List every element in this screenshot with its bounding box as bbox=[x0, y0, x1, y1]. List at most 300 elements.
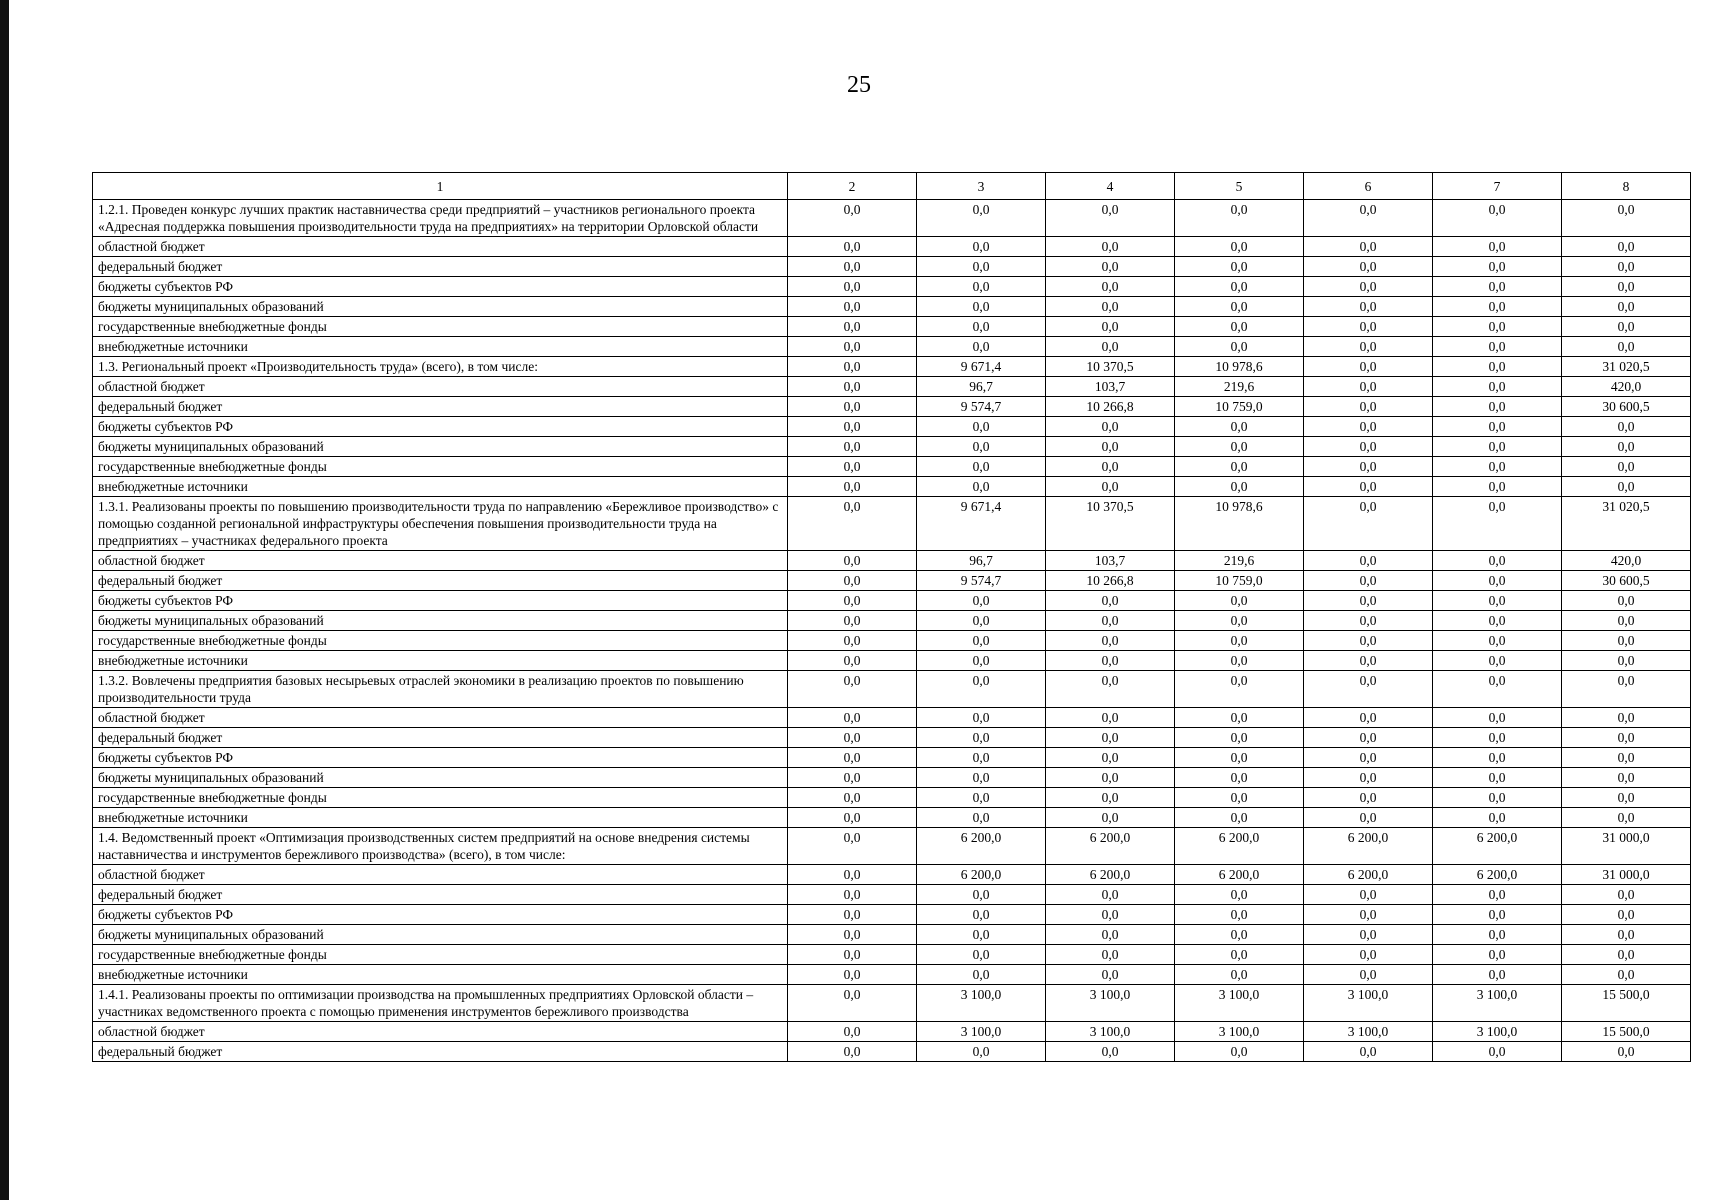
value-cell: 0,0 bbox=[1562, 728, 1691, 748]
value-cell: 0,0 bbox=[1433, 377, 1562, 397]
value-cell: 0,0 bbox=[1562, 671, 1691, 708]
table-row bbox=[93, 748, 1691, 768]
value-cell: 3 100,0 bbox=[1175, 985, 1304, 1022]
table-body bbox=[93, 200, 1691, 1062]
value-cell: 0,0 bbox=[1175, 631, 1304, 651]
column-number-row bbox=[93, 173, 1691, 200]
value-cell: 0,0 bbox=[1304, 257, 1433, 277]
value-cell: 0,0 bbox=[1046, 477, 1175, 497]
column-header: 5 bbox=[1175, 173, 1304, 200]
value-cell: 0,0 bbox=[917, 297, 1046, 317]
column-header: 2 bbox=[788, 173, 917, 200]
value-cell: 219,6 bbox=[1175, 377, 1304, 397]
value-cell: 0,0 bbox=[788, 748, 917, 768]
value-cell: 6 200,0 bbox=[1175, 828, 1304, 865]
value-cell: 0,0 bbox=[1175, 671, 1304, 708]
value-cell: 0,0 bbox=[917, 728, 1046, 748]
value-cell: 0,0 bbox=[917, 671, 1046, 708]
value-cell: 0,0 bbox=[788, 925, 917, 945]
value-cell: 0,0 bbox=[1046, 768, 1175, 788]
value-cell: 0,0 bbox=[1433, 945, 1562, 965]
value-cell: 0,0 bbox=[788, 965, 917, 985]
value-cell: 0,0 bbox=[1175, 925, 1304, 945]
value-cell: 0,0 bbox=[1304, 885, 1433, 905]
value-cell: 9 671,4 bbox=[917, 497, 1046, 551]
value-cell: 103,7 bbox=[1046, 377, 1175, 397]
value-cell: 0,0 bbox=[917, 808, 1046, 828]
value-cell: 0,0 bbox=[1433, 1042, 1562, 1062]
value-cell: 6 200,0 bbox=[917, 865, 1046, 885]
value-cell: 0,0 bbox=[1433, 257, 1562, 277]
value-cell: 0,0 bbox=[1433, 357, 1562, 377]
value-cell: 0,0 bbox=[1304, 671, 1433, 708]
value-cell: 0,0 bbox=[1046, 200, 1175, 237]
value-cell: 0,0 bbox=[917, 748, 1046, 768]
value-cell: 0,0 bbox=[1175, 905, 1304, 925]
row-label: внебюджетные источники bbox=[93, 965, 788, 985]
value-cell: 0,0 bbox=[1433, 905, 1562, 925]
value-cell: 0,0 bbox=[1433, 631, 1562, 651]
value-cell: 3 100,0 bbox=[1046, 1022, 1175, 1042]
row-label: государственные внебюджетные фонды bbox=[93, 317, 788, 337]
value-cell: 0,0 bbox=[1304, 417, 1433, 437]
value-cell: 0,0 bbox=[917, 651, 1046, 671]
value-cell: 0,0 bbox=[1433, 591, 1562, 611]
value-cell: 219,6 bbox=[1175, 551, 1304, 571]
value-cell: 0,0 bbox=[917, 317, 1046, 337]
value-cell: 9 671,4 bbox=[917, 357, 1046, 377]
value-cell: 0,0 bbox=[1304, 748, 1433, 768]
value-cell: 0,0 bbox=[1175, 808, 1304, 828]
value-cell: 0,0 bbox=[1433, 417, 1562, 437]
value-cell: 0,0 bbox=[788, 457, 917, 477]
table-row bbox=[93, 497, 1691, 551]
value-cell: 3 100,0 bbox=[917, 1022, 1046, 1042]
value-cell: 0,0 bbox=[1562, 337, 1691, 357]
value-cell: 0,0 bbox=[1433, 337, 1562, 357]
value-cell: 0,0 bbox=[1562, 200, 1691, 237]
value-cell: 0,0 bbox=[1304, 611, 1433, 631]
value-cell: 30 600,5 bbox=[1562, 571, 1691, 591]
value-cell: 0,0 bbox=[1562, 611, 1691, 631]
value-cell: 0,0 bbox=[1304, 788, 1433, 808]
value-cell: 0,0 bbox=[1433, 671, 1562, 708]
value-cell: 0,0 bbox=[788, 357, 917, 377]
value-cell: 0,0 bbox=[1562, 417, 1691, 437]
value-cell: 0,0 bbox=[917, 477, 1046, 497]
value-cell: 0,0 bbox=[788, 671, 917, 708]
value-cell: 0,0 bbox=[1433, 477, 1562, 497]
value-cell: 0,0 bbox=[788, 768, 917, 788]
value-cell: 0,0 bbox=[1562, 591, 1691, 611]
value-cell: 10 370,5 bbox=[1046, 497, 1175, 551]
table-row bbox=[93, 828, 1691, 865]
value-cell: 0,0 bbox=[917, 965, 1046, 985]
value-cell: 0,0 bbox=[1562, 237, 1691, 257]
value-cell: 0,0 bbox=[788, 277, 917, 297]
value-cell: 6 200,0 bbox=[1433, 865, 1562, 885]
value-cell: 420,0 bbox=[1562, 377, 1691, 397]
value-cell: 0,0 bbox=[1175, 200, 1304, 237]
row-label: областной бюджет bbox=[93, 1022, 788, 1042]
value-cell: 0,0 bbox=[788, 945, 917, 965]
value-cell: 0,0 bbox=[1433, 965, 1562, 985]
value-cell: 0,0 bbox=[788, 237, 917, 257]
row-label: федеральный бюджет bbox=[93, 885, 788, 905]
table-row bbox=[93, 925, 1691, 945]
value-cell: 0,0 bbox=[1433, 885, 1562, 905]
value-cell: 0,0 bbox=[788, 477, 917, 497]
value-cell: 6 200,0 bbox=[1433, 828, 1562, 865]
value-cell: 0,0 bbox=[788, 397, 917, 417]
value-cell: 0,0 bbox=[1175, 337, 1304, 357]
value-cell: 0,0 bbox=[1175, 768, 1304, 788]
value-cell: 0,0 bbox=[1175, 297, 1304, 317]
value-cell: 0,0 bbox=[1562, 457, 1691, 477]
value-cell: 96,7 bbox=[917, 551, 1046, 571]
column-header: 7 bbox=[1433, 173, 1562, 200]
value-cell: 0,0 bbox=[1304, 965, 1433, 985]
value-cell: 3 100,0 bbox=[1304, 1022, 1433, 1042]
page-number: 25 bbox=[847, 72, 871, 98]
value-cell: 0,0 bbox=[1304, 768, 1433, 788]
value-cell: 6 200,0 bbox=[1175, 865, 1304, 885]
value-cell: 0,0 bbox=[1175, 317, 1304, 337]
value-cell: 0,0 bbox=[1046, 297, 1175, 317]
value-cell: 31 000,0 bbox=[1562, 865, 1691, 885]
table-row bbox=[93, 865, 1691, 885]
value-cell: 6 200,0 bbox=[1304, 828, 1433, 865]
value-cell: 0,0 bbox=[788, 200, 917, 237]
value-cell: 0,0 bbox=[917, 417, 1046, 437]
value-cell: 10 266,8 bbox=[1046, 571, 1175, 591]
value-cell: 0,0 bbox=[788, 437, 917, 457]
value-cell: 0,0 bbox=[1562, 297, 1691, 317]
row-label: областной бюджет bbox=[93, 377, 788, 397]
value-cell: 10 370,5 bbox=[1046, 357, 1175, 377]
value-cell: 0,0 bbox=[1433, 237, 1562, 257]
value-cell: 0,0 bbox=[1304, 377, 1433, 397]
value-cell: 0,0 bbox=[1046, 591, 1175, 611]
value-cell: 0,0 bbox=[917, 885, 1046, 905]
value-cell: 0,0 bbox=[788, 808, 917, 828]
value-cell: 0,0 bbox=[1304, 591, 1433, 611]
value-cell: 0,0 bbox=[1046, 631, 1175, 651]
table-row bbox=[93, 417, 1691, 437]
value-cell: 0,0 bbox=[1046, 237, 1175, 257]
value-cell: 0,0 bbox=[1304, 571, 1433, 591]
value-cell: 15 500,0 bbox=[1562, 1022, 1691, 1042]
table-row bbox=[93, 377, 1691, 397]
value-cell: 0,0 bbox=[1175, 728, 1304, 748]
row-label: бюджеты муниципальных образований bbox=[93, 297, 788, 317]
value-cell: 0,0 bbox=[1304, 317, 1433, 337]
value-cell: 0,0 bbox=[1304, 728, 1433, 748]
table-row bbox=[93, 905, 1691, 925]
value-cell: 0,0 bbox=[917, 945, 1046, 965]
value-cell: 0,0 bbox=[1433, 397, 1562, 417]
table-row bbox=[93, 651, 1691, 671]
value-cell: 0,0 bbox=[788, 497, 917, 551]
row-label: федеральный бюджет bbox=[93, 571, 788, 591]
value-cell: 0,0 bbox=[917, 905, 1046, 925]
budget-table bbox=[92, 172, 1691, 1062]
table-row bbox=[93, 1042, 1691, 1062]
value-cell: 0,0 bbox=[1046, 277, 1175, 297]
value-cell: 3 100,0 bbox=[917, 985, 1046, 1022]
table-header bbox=[93, 173, 1691, 200]
row-label: областной бюджет bbox=[93, 708, 788, 728]
value-cell: 6 200,0 bbox=[1046, 828, 1175, 865]
value-cell: 3 100,0 bbox=[1175, 1022, 1304, 1042]
table-row bbox=[93, 257, 1691, 277]
value-cell: 0,0 bbox=[1433, 748, 1562, 768]
value-cell: 0,0 bbox=[1562, 925, 1691, 945]
value-cell: 0,0 bbox=[1175, 708, 1304, 728]
value-cell: 0,0 bbox=[917, 768, 1046, 788]
value-cell: 0,0 bbox=[1304, 337, 1433, 357]
row-label: бюджеты муниципальных образований bbox=[93, 925, 788, 945]
value-cell: 6 200,0 bbox=[1046, 865, 1175, 885]
value-cell: 0,0 bbox=[1046, 257, 1175, 277]
value-cell: 0,0 bbox=[1304, 397, 1433, 417]
table-row bbox=[93, 1022, 1691, 1042]
value-cell: 3 100,0 bbox=[1433, 985, 1562, 1022]
value-cell: 0,0 bbox=[1175, 437, 1304, 457]
row-label: 1.3.2. Вовлечены предприятия базовых несырьевых отраслей экономики в реализацию проектов по повышению производительности труда bbox=[93, 671, 788, 708]
column-header: 1 bbox=[93, 173, 788, 200]
row-label: областной бюджет bbox=[93, 865, 788, 885]
value-cell: 0,0 bbox=[1433, 457, 1562, 477]
value-cell: 0,0 bbox=[1304, 477, 1433, 497]
table-row bbox=[93, 200, 1691, 237]
value-cell: 31 020,5 bbox=[1562, 497, 1691, 551]
value-cell: 0,0 bbox=[788, 317, 917, 337]
value-cell: 420,0 bbox=[1562, 551, 1691, 571]
table-row bbox=[93, 768, 1691, 788]
value-cell: 0,0 bbox=[788, 728, 917, 748]
table-row bbox=[93, 965, 1691, 985]
value-cell: 0,0 bbox=[1562, 768, 1691, 788]
value-cell: 96,7 bbox=[917, 377, 1046, 397]
value-cell: 0,0 bbox=[1175, 788, 1304, 808]
value-cell: 0,0 bbox=[788, 377, 917, 397]
value-cell: 0,0 bbox=[1433, 728, 1562, 748]
value-cell: 0,0 bbox=[1046, 337, 1175, 357]
table-row bbox=[93, 885, 1691, 905]
value-cell: 0,0 bbox=[1562, 277, 1691, 297]
value-cell: 0,0 bbox=[1304, 945, 1433, 965]
value-cell: 0,0 bbox=[1562, 477, 1691, 497]
value-cell: 0,0 bbox=[1433, 651, 1562, 671]
value-cell: 0,0 bbox=[1175, 591, 1304, 611]
row-label: областной бюджет bbox=[93, 237, 788, 257]
value-cell: 0,0 bbox=[917, 237, 1046, 257]
value-cell: 31 020,5 bbox=[1562, 357, 1691, 377]
column-header: 6 bbox=[1304, 173, 1433, 200]
value-cell: 9 574,7 bbox=[917, 397, 1046, 417]
row-label: внебюджетные источники bbox=[93, 808, 788, 828]
table-row bbox=[93, 477, 1691, 497]
value-cell: 0,0 bbox=[1304, 631, 1433, 651]
value-cell: 0,0 bbox=[788, 651, 917, 671]
value-cell: 0,0 bbox=[1046, 417, 1175, 437]
row-label: бюджеты субъектов РФ bbox=[93, 277, 788, 297]
value-cell: 0,0 bbox=[788, 337, 917, 357]
value-cell: 0,0 bbox=[1046, 611, 1175, 631]
row-label: внебюджетные источники bbox=[93, 477, 788, 497]
value-cell: 0,0 bbox=[1175, 257, 1304, 277]
value-cell: 10 759,0 bbox=[1175, 571, 1304, 591]
value-cell: 0,0 bbox=[1433, 708, 1562, 728]
value-cell: 0,0 bbox=[788, 985, 917, 1022]
value-cell: 10 978,6 bbox=[1175, 497, 1304, 551]
table-row bbox=[93, 708, 1691, 728]
value-cell: 0,0 bbox=[1175, 885, 1304, 905]
value-cell: 0,0 bbox=[788, 708, 917, 728]
value-cell: 0,0 bbox=[788, 788, 917, 808]
table-row bbox=[93, 728, 1691, 748]
row-label: бюджеты муниципальных образований bbox=[93, 768, 788, 788]
value-cell: 0,0 bbox=[1046, 945, 1175, 965]
table-row bbox=[93, 551, 1691, 571]
value-cell: 0,0 bbox=[1562, 808, 1691, 828]
row-label: 1.4.1. Реализованы проекты по оптимизации производства на промышленных предприятиях Орловской области – участниках ведомственного проекта с помощью применения инструментов бережливого производства bbox=[93, 985, 788, 1022]
row-label: государственные внебюджетные фонды bbox=[93, 457, 788, 477]
value-cell: 0,0 bbox=[1304, 1042, 1433, 1062]
value-cell: 0,0 bbox=[1562, 905, 1691, 925]
value-cell: 0,0 bbox=[788, 551, 917, 571]
row-label: федеральный бюджет bbox=[93, 397, 788, 417]
value-cell: 0,0 bbox=[1175, 277, 1304, 297]
value-cell: 0,0 bbox=[788, 417, 917, 437]
row-label: бюджеты субъектов РФ bbox=[93, 417, 788, 437]
row-label: государственные внебюджетные фонды bbox=[93, 631, 788, 651]
table-row bbox=[93, 571, 1691, 591]
value-cell: 31 000,0 bbox=[1562, 828, 1691, 865]
table-row bbox=[93, 788, 1691, 808]
value-cell: 0,0 bbox=[1304, 457, 1433, 477]
row-label: бюджеты субъектов РФ bbox=[93, 905, 788, 925]
value-cell: 0,0 bbox=[788, 631, 917, 651]
value-cell: 0,0 bbox=[1562, 257, 1691, 277]
value-cell: 0,0 bbox=[788, 885, 917, 905]
row-label: 1.3.1. Реализованы проекты по повышению производительности труда по направлению «Бережливое производство» с помощью созданной региональной инфраструктуры обеспечения повышения производительности труда на предприятиях – участниках федерального проекта bbox=[93, 497, 788, 551]
value-cell: 0,0 bbox=[1562, 317, 1691, 337]
value-cell: 0,0 bbox=[1433, 437, 1562, 457]
value-cell: 0,0 bbox=[788, 297, 917, 317]
value-cell: 0,0 bbox=[788, 828, 917, 865]
value-cell: 0,0 bbox=[788, 865, 917, 885]
value-cell: 6 200,0 bbox=[917, 828, 1046, 865]
value-cell: 0,0 bbox=[1175, 651, 1304, 671]
value-cell: 0,0 bbox=[1046, 748, 1175, 768]
value-cell: 0,0 bbox=[917, 611, 1046, 631]
scan-edge-bar bbox=[0, 0, 9, 1200]
value-cell: 0,0 bbox=[917, 337, 1046, 357]
row-label: внебюджетные источники bbox=[93, 651, 788, 671]
table-row bbox=[93, 808, 1691, 828]
value-cell: 0,0 bbox=[1562, 631, 1691, 651]
value-cell: 103,7 bbox=[1046, 551, 1175, 571]
row-label: бюджеты субъектов РФ bbox=[93, 748, 788, 768]
value-cell: 0,0 bbox=[1304, 708, 1433, 728]
value-cell: 0,0 bbox=[1046, 1042, 1175, 1062]
value-cell: 3 100,0 bbox=[1046, 985, 1175, 1022]
value-cell: 0,0 bbox=[1046, 651, 1175, 671]
value-cell: 0,0 bbox=[1046, 905, 1175, 925]
row-label: областной бюджет bbox=[93, 551, 788, 571]
value-cell: 10 978,6 bbox=[1175, 357, 1304, 377]
value-cell: 10 266,8 bbox=[1046, 397, 1175, 417]
row-label: бюджеты муниципальных образований bbox=[93, 611, 788, 631]
value-cell: 0,0 bbox=[1304, 651, 1433, 671]
value-cell: 0,0 bbox=[1175, 417, 1304, 437]
table-row bbox=[93, 631, 1691, 651]
value-cell: 0,0 bbox=[1433, 808, 1562, 828]
value-cell: 0,0 bbox=[788, 1042, 917, 1062]
table-row bbox=[93, 985, 1691, 1022]
value-cell: 0,0 bbox=[1562, 885, 1691, 905]
value-cell: 0,0 bbox=[1046, 808, 1175, 828]
value-cell: 0,0 bbox=[1433, 317, 1562, 337]
value-cell: 0,0 bbox=[1046, 671, 1175, 708]
value-cell: 0,0 bbox=[1304, 200, 1433, 237]
value-cell: 0,0 bbox=[1046, 437, 1175, 457]
value-cell: 0,0 bbox=[1046, 885, 1175, 905]
value-cell: 0,0 bbox=[788, 611, 917, 631]
row-label: 1.3. Региональный проект «Производительность труда» (всего), в том числе: bbox=[93, 357, 788, 377]
value-cell: 0,0 bbox=[1433, 551, 1562, 571]
table-row bbox=[93, 611, 1691, 631]
column-header: 8 bbox=[1562, 173, 1691, 200]
value-cell: 0,0 bbox=[788, 591, 917, 611]
table-row bbox=[93, 357, 1691, 377]
value-cell: 0,0 bbox=[1046, 457, 1175, 477]
table-row bbox=[93, 277, 1691, 297]
row-label: государственные внебюджетные фонды bbox=[93, 788, 788, 808]
value-cell: 0,0 bbox=[1433, 297, 1562, 317]
value-cell: 0,0 bbox=[1175, 748, 1304, 768]
value-cell: 0,0 bbox=[1175, 611, 1304, 631]
row-label: 1.2.1. Проведен конкурс лучших практик наставничества среди предприятий – участников регионального проекта «Адресная поддержка повышения производительности труда на предприятиях» на территории Орловской области bbox=[93, 200, 788, 237]
value-cell: 6 200,0 bbox=[1304, 865, 1433, 885]
row-label: бюджеты субъектов РФ bbox=[93, 591, 788, 611]
value-cell: 0,0 bbox=[1433, 277, 1562, 297]
row-label: внебюджетные источники bbox=[93, 337, 788, 357]
value-cell: 0,0 bbox=[1562, 965, 1691, 985]
value-cell: 0,0 bbox=[1304, 925, 1433, 945]
value-cell: 0,0 bbox=[917, 788, 1046, 808]
value-cell: 0,0 bbox=[1175, 945, 1304, 965]
value-cell: 0,0 bbox=[917, 457, 1046, 477]
table-row bbox=[93, 437, 1691, 457]
value-cell: 0,0 bbox=[1304, 297, 1433, 317]
value-cell: 0,0 bbox=[1562, 945, 1691, 965]
value-cell: 0,0 bbox=[1433, 611, 1562, 631]
table-row bbox=[93, 337, 1691, 357]
value-cell: 0,0 bbox=[1562, 788, 1691, 808]
value-cell: 0,0 bbox=[1175, 1042, 1304, 1062]
value-cell: 0,0 bbox=[1304, 905, 1433, 925]
value-cell: 3 100,0 bbox=[1304, 985, 1433, 1022]
value-cell: 0,0 bbox=[1433, 925, 1562, 945]
row-label: федеральный бюджет bbox=[93, 1042, 788, 1062]
value-cell: 0,0 bbox=[788, 257, 917, 277]
value-cell: 0,0 bbox=[1433, 200, 1562, 237]
value-cell: 0,0 bbox=[1562, 651, 1691, 671]
table-row bbox=[93, 237, 1691, 257]
